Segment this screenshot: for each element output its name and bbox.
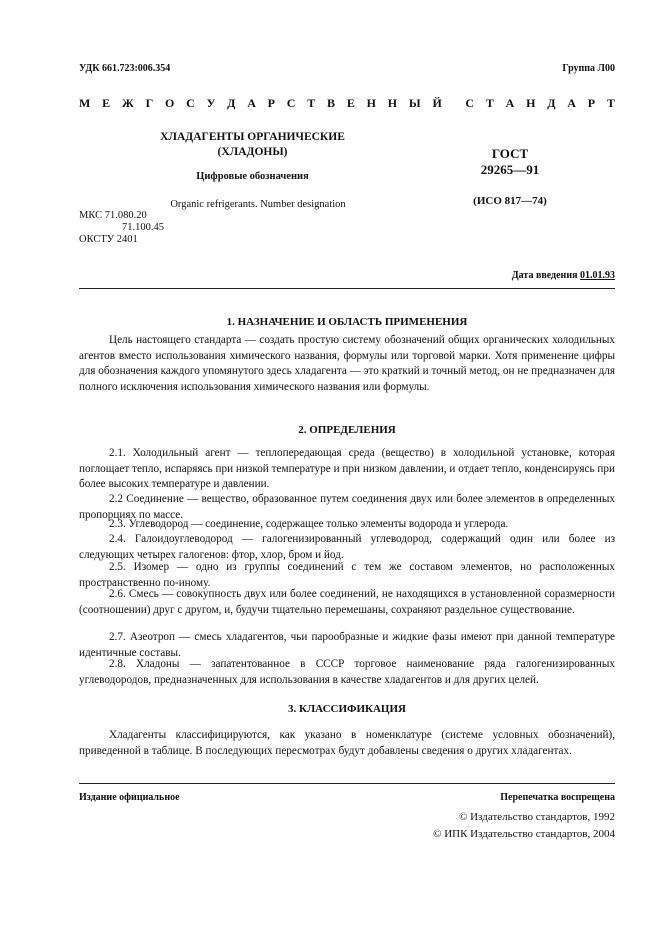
banner-letter: Е	[346, 96, 355, 110]
definition-2-8: 2.8. Хладоны — запатентованное в СССР торговое наименование ряда галогенизированных углеводородов, предназначенных для использования в качестве хладагентов и для других целей.	[79, 658, 615, 686]
introduction-date	[512, 270, 615, 281]
banner-letter: Н	[387, 96, 398, 110]
banner-letter: Т	[307, 96, 316, 110]
title-line-1: ХЛАДАГЕНТЫ ОРГАНИЧЕСКИЕ	[160, 131, 345, 143]
copyright-2004: © ИПК Издательство стандартов, 2004	[433, 828, 615, 840]
banner-letter: Т	[606, 96, 615, 110]
banner-letter: У	[206, 96, 216, 110]
banner-letter: С	[465, 96, 475, 110]
copyright-1992: © Издательство стандартов, 1992	[459, 811, 615, 823]
banner-letter: С	[286, 96, 296, 110]
english-title: Organic refrigerants. Number designation	[170, 199, 346, 210]
banner-letter: Н	[526, 96, 536, 110]
section-3-title: 3. КЛАССИФИКАЦИЯ	[288, 703, 406, 715]
reprint-prohibited-note: Перепечатка воспрещена	[500, 792, 615, 803]
section-3-paragraph: Хладагенты классифицируются, как указано в номенклатуре (системе условных обозначений), приведенной в таблице. В последующих пересмотрах будут добавлены сведения о других хладагентах.	[79, 729, 615, 757]
mks-code-1: МКС 71.080.20	[79, 210, 147, 221]
title-line-2: (ХЛАДОНЫ)	[217, 146, 288, 158]
mks-code-2: 71.100.45	[122, 222, 164, 233]
banner-letter: Ж	[121, 96, 134, 110]
banner-letter: А	[505, 96, 515, 110]
gost-number-block	[460, 146, 560, 178]
banner-letter: Т	[485, 96, 494, 110]
banner-letter: А	[247, 96, 256, 110]
banner-letter: Р	[267, 96, 275, 110]
section-1-title: 1. НАЗНАЧЕНИЕ И ОБЛАСТЬ ПРИМЕНЕНИЯ	[226, 316, 468, 328]
iso-reference: (ИСО 817—74)	[473, 195, 547, 207]
definition-2-1: 2.1. Холодильный агент — теплопередающая среда (вещество) в холодильной установке, которая поглощает тепло, испаряясь при низкой температуре и при низком давлении, и отдает тепло, конденсируясь при более высоких температуре и давлении.	[79, 447, 615, 491]
banner-letter: В	[327, 96, 336, 110]
document-title	[150, 130, 355, 160]
intro-date-value: 01.01.93	[580, 270, 615, 281]
definition-2-2: 2.2 Соединение — вещество, образованное путем соединения двух или более элементов в определенных пропорциях по массе.	[79, 493, 615, 521]
divider-top	[79, 288, 615, 289]
official-edition-note: Издание официальное	[79, 792, 180, 803]
okstu-code: ОКСТУ 2401	[79, 234, 138, 245]
banner-letter: О	[164, 96, 175, 110]
definition-2-4: 2.4. Галоидоуглеводород — галогенизированный углеводород, содержащий один или более из следующих четырех галогенов: фтор, хлор, бром и йод.	[79, 533, 615, 561]
definition-2-7: 2.7. Азеотроп — смесь хладагентов, чьи парообразные и жидкие фазы имеют при данной температуре идентичные составы.	[79, 631, 615, 659]
interstate-standard-banner	[79, 96, 615, 111]
group-code: Группа Л00	[562, 63, 615, 74]
section-2-title: 2. ОПРЕДЕЛЕНИЯ	[298, 424, 396, 436]
definition-2-6: 2.6. Смесь — совокупность двух или более соединений, не находящихся в установленной соразмерности (соотношении) друг с другом, и, будучи тщательно перемешаны, сохраняют раздельное существование.	[79, 588, 615, 616]
banner-letter: Ы	[408, 96, 421, 110]
definition-2-3: 2.3. Углеводород — соединение, содержащее только элементы водорода и углерода.	[109, 518, 509, 530]
udk-code: УДК 661.723:006.354	[79, 63, 171, 74]
banner-letter: Е	[102, 96, 111, 110]
banner-letter: Г	[145, 96, 154, 110]
document-subtitle: Цифровые обозначения	[196, 171, 309, 182]
banner-letter: Д	[227, 96, 236, 110]
banner-letter: М	[79, 96, 91, 110]
banner-letter: С	[186, 96, 195, 110]
gost-number: 29265—91	[480, 162, 540, 177]
section-1-paragraph: Цель настоящего стандарта — создать простую систему обозначений общих органических холодильных агентов вместо использования химического названия, формулы или торговой марки. Хотя применение цифры для обозначения каждого упомянутого здесь хладагента — это краткий и точный метод, он не предназначен для полного исключения использования химического названия или формулы.	[79, 334, 615, 393]
classifier-codes	[79, 210, 164, 246]
banner-letter: А	[567, 96, 576, 110]
banner-letter: Д	[547, 96, 556, 110]
banner-letter: Н	[366, 96, 376, 110]
divider-bottom	[79, 783, 615, 784]
intro-date-label: Дата введения	[511, 270, 578, 281]
banner-letter: Р	[587, 96, 596, 110]
banner-letter: Й	[432, 96, 442, 110]
gost-label: ГОСТ	[491, 146, 529, 161]
definition-2-5: 2.5. Изомер — одно из группы соединений с тем же составом элементов, но расположенных пространственно по-иному.	[79, 561, 615, 589]
